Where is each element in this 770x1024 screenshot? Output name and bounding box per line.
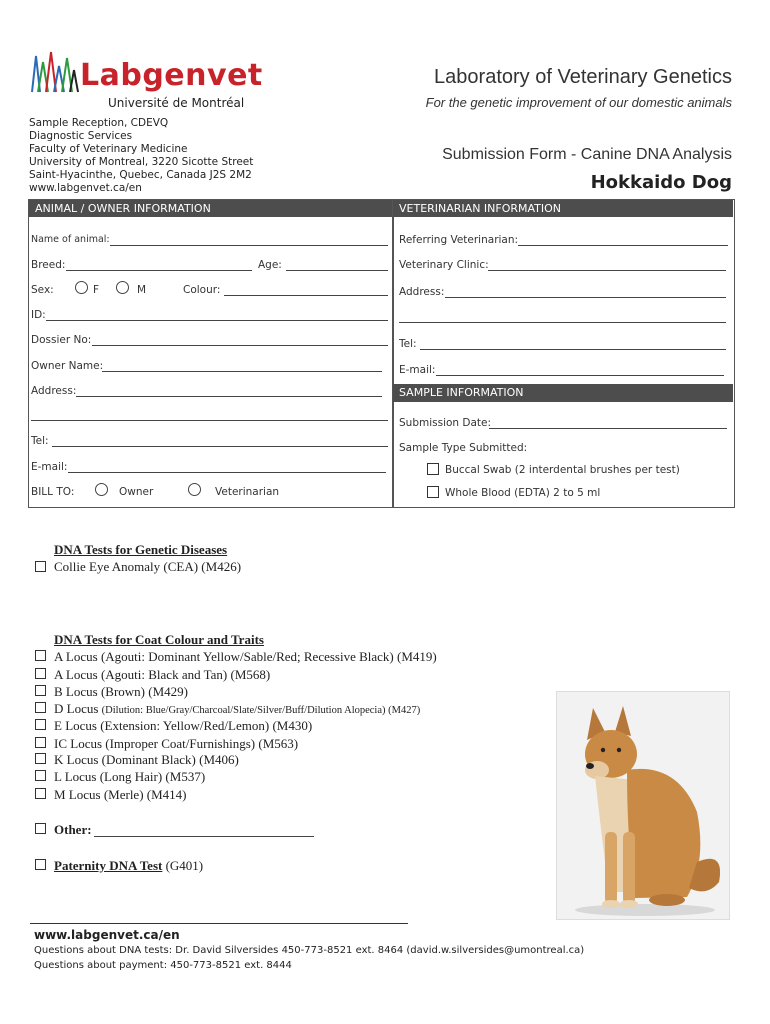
owner-email-input[interactable]	[68, 472, 386, 473]
lab-subtitle: For the genetic improvement of our domestic animals	[425, 95, 732, 110]
test-checkbox[interactable]	[35, 702, 46, 713]
logo-wordmark: Labgenvet	[80, 58, 263, 93]
colour-label: Colour:	[183, 284, 221, 296]
test-checkbox[interactable]	[35, 650, 46, 661]
test-checkbox[interactable]	[35, 668, 46, 679]
id-label: ID:	[31, 309, 46, 321]
footer-dna-questions: Questions about DNA tests: Dr. David Silversides 450-773-8521 ext. 8464 (david.w.silversides@umontreal.ca)	[34, 945, 585, 956]
paternity-code: (G401)	[165, 858, 204, 873]
blood-checkbox[interactable]	[427, 486, 439, 498]
breed-input[interactable]	[66, 270, 252, 271]
test-checkbox[interactable]	[35, 770, 46, 781]
owner-name-input[interactable]	[102, 371, 382, 372]
sex-f-label: F	[93, 284, 100, 296]
submission-date-label: Submission Date:	[399, 417, 492, 429]
sample-header: SAMPLE INFORMATION	[393, 384, 733, 402]
colour-input[interactable]	[224, 295, 388, 296]
test-a-locus-black-tan: A Locus (Agouti: Black and Tan) (M568)	[54, 667, 271, 682]
lab-address	[29, 117, 253, 195]
animal-owner-header: ANIMAL / OWNER INFORMATION	[29, 200, 392, 217]
d-locus-label: D Locus	[54, 701, 99, 716]
test-d-locus	[54, 701, 420, 717]
other-label: Other:	[54, 822, 92, 837]
animal-name-label: Name of animal:	[31, 234, 110, 245]
paternity-checkbox[interactable]	[35, 859, 46, 870]
vet-header: VETERINARIAN INFORMATION	[393, 200, 733, 217]
submission-date-input[interactable]	[489, 428, 727, 429]
other-checkbox[interactable]	[35, 823, 46, 834]
owner-tel-input[interactable]	[52, 446, 388, 447]
vet-tel-input[interactable]	[420, 349, 726, 350]
owner-address-input-2[interactable]	[31, 420, 388, 421]
lab-title: Laboratory of Veterinary Genetics	[434, 66, 732, 88]
owner-address-input[interactable]	[76, 396, 382, 397]
dna-peaks-icon	[30, 48, 80, 96]
id-input[interactable]	[46, 320, 388, 321]
bill-to-label: BILL TO:	[31, 486, 75, 498]
footer-website[interactable]: www.labgenvet.ca/en	[34, 928, 180, 942]
hokkaido-dog-photo	[556, 691, 730, 920]
dossier-label: Dossier No:	[31, 334, 92, 346]
test-b-locus: B Locus (Brown) (M429)	[54, 684, 188, 699]
owner-tel-label: Tel:	[31, 435, 49, 447]
dossier-input[interactable]	[92, 345, 388, 346]
bill-vet-label: Veterinarian	[215, 486, 280, 498]
address-line: Saint-Hyacinthe, Quebec, Canada J2S 2M2	[29, 169, 252, 181]
bill-owner-label: Owner	[119, 486, 154, 498]
sample-type-label: Sample Type Submitted:	[399, 442, 528, 454]
bill-owner-radio[interactable]	[95, 483, 108, 496]
breed-title: Hokkaido Dog	[590, 172, 732, 193]
vet-email-label: E-mail:	[399, 364, 436, 376]
test-checkbox[interactable]	[35, 561, 46, 572]
ref-vet-input[interactable]	[518, 245, 728, 246]
breed-label: Breed:	[31, 259, 66, 271]
vet-email-input[interactable]	[436, 375, 724, 376]
test-checkbox[interactable]	[35, 737, 46, 748]
address-line: Diagnostic Services	[29, 130, 133, 142]
sex-m-label: M	[137, 284, 147, 296]
paternity-label: Paternity DNA Test	[54, 858, 163, 873]
vet-address-input[interactable]	[445, 297, 726, 298]
test-a-locus-dominant: A Locus (Agouti: Dominant Yellow/Sable/Red; Recessive Black) (M419)	[54, 649, 437, 664]
owner-address-label: Address:	[31, 385, 77, 397]
age-input[interactable]	[286, 270, 388, 271]
blood-label: Whole Blood (EDTA) 2 to 5 ml	[445, 487, 601, 499]
animal-name-input[interactable]	[110, 245, 388, 246]
test-ic-locus: IC Locus (Improper Coat/Furnishings) (M563)	[54, 736, 299, 751]
genetic-diseases-heading: DNA Tests for Genetic Diseases	[54, 542, 228, 557]
sex-f-radio[interactable]	[75, 281, 88, 294]
test-e-locus: E Locus (Extension: Yellow/Red/Lemon) (M430)	[54, 718, 313, 733]
bill-vet-radio[interactable]	[188, 483, 201, 496]
buccal-checkbox[interactable]	[427, 463, 439, 475]
buccal-label: Buccal Swab (2 interdental brushes per test)	[445, 464, 680, 476]
test-m-locus: M Locus (Merle) (M414)	[54, 787, 187, 802]
age-label: Age:	[258, 259, 282, 271]
test-checkbox[interactable]	[35, 753, 46, 764]
form-title: Submission Form - Canine DNA Analysis	[442, 146, 732, 163]
ref-vet-label: Referring Veterinarian:	[399, 234, 519, 246]
test-k-locus: K Locus (Dominant Black) (M406)	[54, 752, 239, 767]
test-checkbox[interactable]	[35, 685, 46, 696]
vet-address-input-2[interactable]	[399, 322, 726, 323]
test-cea: Collie Eye Anomaly (CEA) (M426)	[54, 559, 242, 574]
footer-payment-questions: Questions about payment: 450-773-8521 ext. 8444	[34, 960, 292, 971]
sex-label: Sex:	[31, 284, 54, 296]
address-line: Sample Reception, CDEVQ	[29, 117, 169, 129]
test-l-locus: L Locus (Long Hair) (M537)	[54, 769, 206, 784]
paternity-test	[54, 858, 203, 874]
owner-email-label: E-mail:	[31, 461, 68, 473]
coat-traits-heading: DNA Tests for Coat Colour and Traits	[54, 632, 264, 647]
address-website[interactable]: www.labgenvet.ca/en	[29, 182, 142, 194]
vet-tel-label: Tel:	[399, 338, 417, 350]
vet-address-label: Address:	[399, 286, 445, 298]
address-line: University of Montreal, 3220 Sicotte Street	[29, 156, 254, 168]
footer-divider	[30, 923, 408, 924]
d-locus-detail: (Dilution: Blue/Gray/Charcoal/Slate/Silver/Buff/Dilution Alopecia) (M427)	[101, 705, 421, 716]
owner-name-label: Owner Name:	[31, 360, 104, 372]
sex-m-radio[interactable]	[116, 281, 129, 294]
address-line: Faculty of Veterinary Medicine	[29, 143, 188, 155]
logo-university: Université de Montréal	[108, 96, 245, 110]
test-checkbox[interactable]	[35, 788, 46, 799]
test-checkbox[interactable]	[35, 719, 46, 730]
clinic-label: Veterinary Clinic:	[399, 259, 489, 271]
clinic-input[interactable]	[488, 270, 726, 271]
other-input[interactable]	[94, 836, 314, 837]
